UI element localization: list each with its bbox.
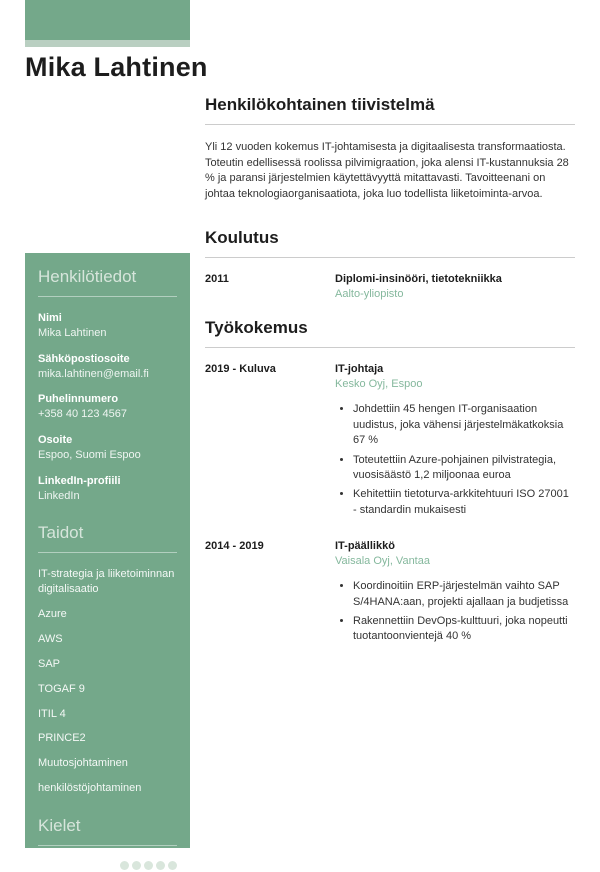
skill-item: henkilöstöjohtaminen <box>38 782 142 795</box>
field-label: Nimi <box>38 312 62 324</box>
field-label: Sähköpostiosoite <box>38 352 130 365</box>
language-row <box>38 860 177 872</box>
experience-bullet: • Johdettiin 45 hengen IT-organisaation uudistus, joka vähensi järjestelmäkatkoksia 67 % <box>353 402 575 448</box>
languages-title: Kielet <box>38 816 177 846</box>
personal-info-section <box>38 267 177 503</box>
experience-entry-body <box>335 540 575 649</box>
personal-field-name <box>38 311 177 341</box>
header-accent-strip <box>25 40 190 47</box>
language-level-dot <box>120 861 129 870</box>
summary-text: Yli 12 vuoden kokemus IT-johtamisesta ja digitaalisesta transformaatiosta. Toteutin edellisessä roolissa pilvimigraation, joka alensi IT-kustannuksia 28 % ja paransi järjestelmien käytettävyyttä mitattavasti. Tavoitteenani on johtaa teknologiaorganisaatiota, joka luo todellista liiketoiminta-arvoa. <box>205 141 569 200</box>
experience-company: Vaisala Oyj, Vantaa <box>335 555 430 568</box>
personal-field-phone <box>38 392 177 422</box>
experience-role: IT-johtaja <box>335 363 384 376</box>
experience-bullet: • Rakennettiin DevOps-kulttuuri, joka nopeutti tuotantoonvientejä 40 % <box>353 614 575 645</box>
page-title: Mika Lahtinen <box>25 52 208 82</box>
experience-bullet-list <box>353 579 575 645</box>
personal-info-title: Henkilötiedot <box>38 267 177 297</box>
experience-date: 2014 - 2019 <box>205 540 264 553</box>
education-entry-body <box>335 273 575 300</box>
language-name: Suomi <box>38 859 70 872</box>
field-label: Osoite <box>38 434 73 447</box>
address-value: Espoo, Suomi Espoo <box>38 448 141 461</box>
education-school: Aalto-yliopisto <box>335 288 404 301</box>
skill-item: TOGAF 9 <box>38 682 85 695</box>
personal-field-email <box>38 352 177 382</box>
personal-field-linkedin <box>38 474 177 504</box>
skill-item: Muutosjohtaminen <box>38 757 128 770</box>
experience-bullet: • Toteutettiin Azure-pohjainen pilvistrategia, vuosisäästö 1,2 miljoonaa euroa <box>353 453 575 484</box>
skill-item: Azure <box>38 608 67 621</box>
linkedin-link[interactable]: LinkedIn <box>38 489 80 502</box>
phone-value: +358 40 123 4567 <box>38 408 128 421</box>
main-column <box>205 95 575 667</box>
header-accent-block <box>25 0 190 40</box>
field-label: Puhelinnumero <box>38 393 119 406</box>
email-value: mika.lahtinen@email.fi <box>38 367 149 380</box>
skill-item: SAP <box>38 657 61 670</box>
experience-entry-body <box>335 363 575 522</box>
language-level-dot <box>156 861 165 870</box>
language-level-dot <box>144 861 153 870</box>
experience-bullet-list <box>353 402 575 518</box>
experience-section <box>205 318 575 648</box>
experience-company: Kesko Oyj, Espoo <box>335 378 423 391</box>
summary-section-title: Henkilökohtainen tiivistelmä <box>205 95 575 125</box>
language-level-dot <box>168 861 177 870</box>
summary-section <box>205 95 575 202</box>
sidebar <box>25 253 190 872</box>
experience-entry <box>205 540 575 649</box>
skill-item: PRINCE2 <box>38 732 86 745</box>
skill-item: IT-strategia ja liiketoiminnan digitalisaatio <box>38 568 175 596</box>
skill-item: AWS <box>38 632 63 645</box>
experience-bullet: • Kehitettiin tietoturva-arkkitehtuuri ISO 27001 - standardin mukaisesti <box>353 487 575 518</box>
languages-section <box>38 816 177 872</box>
skills-title: Taidot <box>38 523 177 553</box>
education-section-title: Koulutus <box>205 228 575 258</box>
skills-section <box>38 523 177 795</box>
field-label: LinkedIn-profiili <box>38 474 121 487</box>
education-section <box>205 228 575 300</box>
education-date: 2011 <box>205 273 229 286</box>
personal-field-address <box>38 433 177 463</box>
skill-item: ITIL 4 <box>38 707 66 720</box>
experience-entry <box>205 363 575 522</box>
experience-section-title: Työkokemus <box>205 318 575 348</box>
experience-role: IT-päällikkö <box>335 540 395 553</box>
language-level-dot <box>132 861 141 870</box>
field-value: Mika Lahtinen <box>38 326 107 339</box>
education-degree: Diplomi-insinööri, tietotekniikka <box>335 273 502 286</box>
experience-date: 2019 - Kuluva <box>205 363 276 376</box>
experience-bullet: • Koordinoitiin ERP-järjestelmän vaihto SAP S/4HANA:aan, projekti ajallaan ja budjetissa <box>353 579 575 610</box>
language-level-dots <box>120 861 177 870</box>
education-entry <box>205 273 575 300</box>
